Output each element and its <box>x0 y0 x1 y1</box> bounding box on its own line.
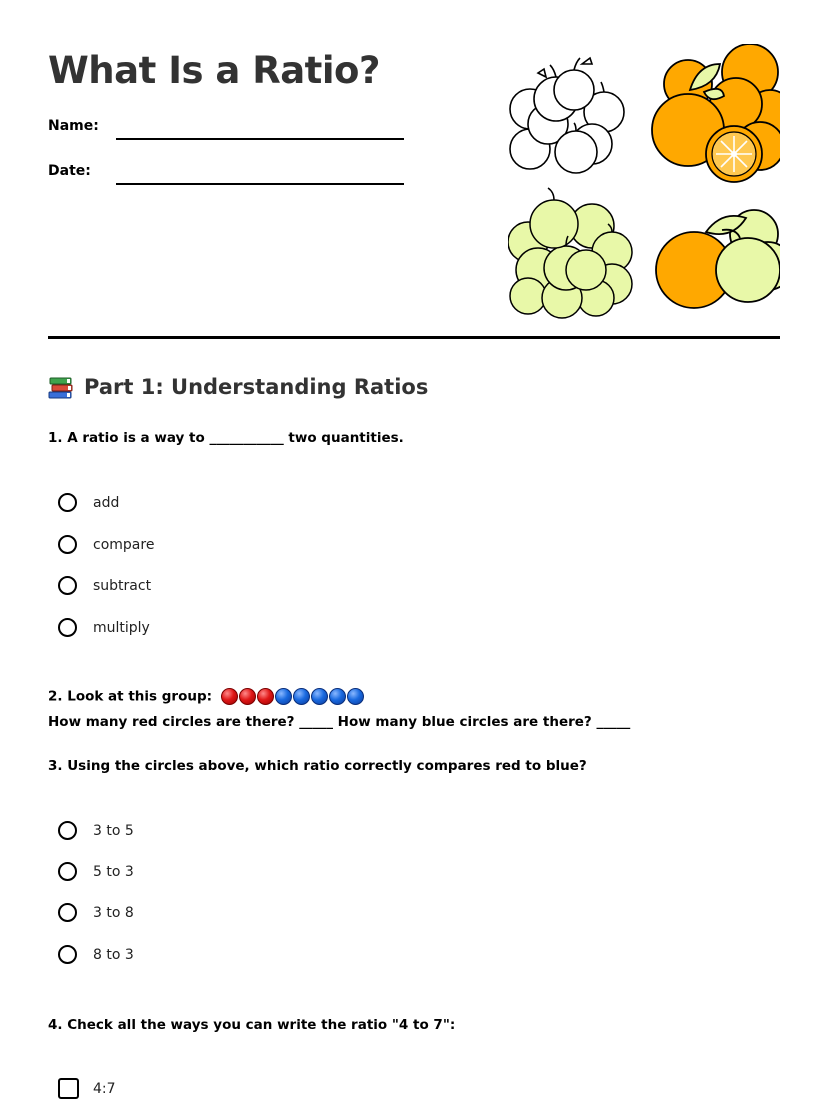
radio-button[interactable] <box>58 618 77 637</box>
radio-button[interactable] <box>58 535 77 554</box>
section-divider <box>48 336 780 339</box>
fruit-illustration <box>508 44 780 320</box>
red-circle-icon <box>221 688 238 705</box>
blue-circle-icon <box>329 688 346 705</box>
radio-button[interactable] <box>58 493 77 512</box>
books-icon <box>48 374 74 400</box>
q1-option[interactable] <box>58 535 154 554</box>
option-label: 3 to 8 <box>93 904 134 921</box>
blue-circle-icon <box>275 688 292 705</box>
question-2-text: 2. Look at this group: <box>48 688 213 705</box>
option-label: multiply <box>93 619 150 636</box>
question-2 <box>48 688 365 705</box>
name-field[interactable] <box>116 138 404 140</box>
oranges-icon <box>652 44 780 182</box>
checkbox[interactable] <box>58 1078 79 1099</box>
part1-heading <box>48 374 428 400</box>
date-label: Date: <box>48 163 91 179</box>
radio-button[interactable] <box>58 821 77 840</box>
q1-option[interactable] <box>58 618 150 637</box>
question-2-prompt: How many red circles are there? _____ How many blue circles are there? _____ <box>48 714 631 730</box>
option-label: 4:7 <box>93 1080 116 1097</box>
option-label: 5 to 3 <box>93 863 134 880</box>
page-title: What Is a Ratio? <box>48 49 380 92</box>
option-label: compare <box>93 536 155 553</box>
q1-option[interactable] <box>58 493 119 512</box>
part1-heading-text: Part 1: Understanding Ratios <box>84 375 429 399</box>
green-apples-icon <box>508 188 632 318</box>
white-apples-icon <box>510 58 624 173</box>
option-label: add <box>93 494 120 511</box>
circle-group <box>221 688 365 705</box>
name-label: Name: <box>48 118 99 134</box>
blue-circle-icon <box>293 688 310 705</box>
radio-button[interactable] <box>58 576 77 595</box>
option-label: subtract <box>93 577 152 594</box>
option-label: 8 to 3 <box>93 946 134 963</box>
question-4: 4. Check all the ways you can write the ratio "4 to 7": <box>48 1017 456 1033</box>
blue-circle-icon <box>311 688 328 705</box>
q3-option[interactable] <box>58 945 134 964</box>
q4-option[interactable] <box>58 1078 116 1099</box>
date-field[interactable] <box>116 183 404 185</box>
red-circle-icon <box>239 688 256 705</box>
question-3: 3. Using the circles above, which ratio correctly compares red to blue? <box>48 758 587 774</box>
q3-option[interactable] <box>58 821 134 840</box>
blue-circle-icon <box>347 688 364 705</box>
radio-button[interactable] <box>58 862 77 881</box>
orange-and-green-apple-icon <box>656 210 780 308</box>
option-label: 3 to 5 <box>93 822 134 839</box>
red-circle-icon <box>257 688 274 705</box>
radio-button[interactable] <box>58 945 77 964</box>
question-1: 1. A ratio is a way to ___________ two quantities. <box>48 430 404 446</box>
q1-option[interactable] <box>58 576 151 595</box>
q3-option[interactable] <box>58 862 134 881</box>
q3-option[interactable] <box>58 903 134 922</box>
radio-button[interactable] <box>58 903 77 922</box>
